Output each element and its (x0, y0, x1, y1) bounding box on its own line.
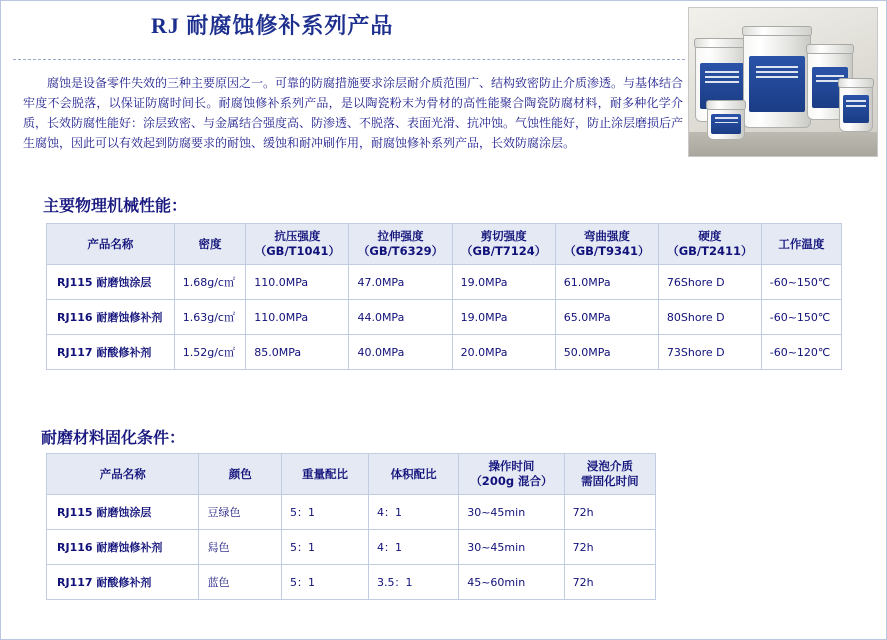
properties-table (46, 223, 842, 370)
divider (13, 59, 685, 60)
cell-color: 蓝色 (199, 565, 282, 600)
cell-temperature: -60~150℃ (761, 265, 841, 300)
cell-flexural: 61.0MPa (555, 265, 658, 300)
cell-shear: 19.0MPa (452, 300, 555, 335)
cell-cure-time: 72h (564, 530, 655, 565)
cell-product-name: RJ117 耐酸修补剂 (47, 335, 175, 370)
cell-color: 舄色 (199, 530, 282, 565)
column-header: 拉伸强度 （GB/T6329） (349, 224, 452, 265)
column-header: 产品名称 (47, 224, 175, 265)
cell-product-name: RJ115 耐磨蚀涂层 (47, 265, 175, 300)
table-row (47, 530, 656, 565)
cell-volume-ratio: 3.5：1 (369, 565, 459, 600)
intro-paragraph: 腐蚀是设备零件失效的三种主要原因之一。可靠的防腐措施要求涂层耐介质范围广、结构致密防止介质渗透。与基体结合牢度不会脱落，以保证防腐时间长。耐腐蚀修补系列产品，是以陶瓷粉末为骨材的高性能聚合陶瓷防腐材料，耐多种化学介质，长效防腐性能好：涂层致密、与金属结合强度高、防渗透、不脱落、表面光滑、抗冲蚀。气蚀性能好，防止涂层磨损后产生腐蚀，因此可以有效起到防腐要求的耐蚀、缓蚀和耐冲刷作用，耐腐蚀修补系列产品，长效防腐涂层。 (23, 76, 684, 150)
cell-temperature: -60~150℃ (761, 300, 841, 335)
cell-working-time: 45~60min (459, 565, 564, 600)
cell-color: 豆绿色 (199, 495, 282, 530)
page-title: RJ 耐腐蚀修补系列产品 (151, 13, 394, 38)
table-row (47, 565, 656, 600)
column-header: 硬度 （GB/T2411） (658, 224, 761, 265)
table-row (47, 265, 842, 300)
cell-cure-time: 72h (564, 495, 655, 530)
column-header: 剪切强度 （GB/T7124） (452, 224, 555, 265)
column-header: 弯曲强度 （GB/T9341） (555, 224, 658, 265)
cell-shear: 19.0MPa (452, 265, 555, 300)
product-bucket (839, 82, 873, 132)
curing-conditions-table (46, 453, 656, 600)
cell-hardness: 80Shore D (658, 300, 761, 335)
cell-density: 1.63g/c㎡ (174, 300, 246, 335)
cell-temperature: -60~120℃ (761, 335, 841, 370)
table-header-row (47, 454, 656, 495)
column-header: 重量配比 (282, 454, 369, 495)
cell-product-name: RJ115 耐磨蚀涂层 (47, 495, 199, 530)
cell-flexural: 65.0MPa (555, 300, 658, 335)
cell-weight-ratio: 5：1 (282, 495, 369, 530)
cell-compressive: 110.0MPa (246, 300, 349, 335)
section-title-curing: 耐磨材料固化条件： (41, 428, 186, 447)
cell-hardness: 76Shore D (658, 265, 761, 300)
cell-compressive: 110.0MPa (246, 265, 349, 300)
cell-working-time: 30~45min (459, 495, 564, 530)
column-header: 工作温度 (761, 224, 841, 265)
cell-volume-ratio: 4：1 (369, 530, 459, 565)
column-header: 产品名称 (47, 454, 199, 495)
column-header: 密度 (174, 224, 246, 265)
cell-product-name: RJ117 耐酸修补剂 (47, 565, 199, 600)
cell-weight-ratio: 5：1 (282, 565, 369, 600)
document-header (1, 1, 886, 166)
cell-cure-time: 72h (564, 565, 655, 600)
cell-working-time: 30~45min (459, 530, 564, 565)
cell-density: 1.68g/c㎡ (174, 265, 246, 300)
product-photo (688, 7, 878, 157)
column-header: 浸泡介质 需固化时间 (564, 454, 655, 495)
cell-tensile: 40.0MPa (349, 335, 452, 370)
table-row (47, 495, 656, 530)
cell-product-name: RJ116 耐磨蚀修补剂 (47, 300, 175, 335)
product-bucket (743, 30, 811, 128)
column-header: 操作时间 （200g 混合） (459, 454, 564, 495)
cell-weight-ratio: 5：1 (282, 530, 369, 565)
table-header-row (47, 224, 842, 265)
section-title-properties: 主要物理机械性能： (43, 196, 188, 215)
cell-hardness: 73Shore D (658, 335, 761, 370)
cell-tensile: 47.0MPa (349, 265, 452, 300)
column-header: 体积配比 (369, 454, 459, 495)
table-row (47, 335, 842, 370)
cell-density: 1.52g/c㎡ (174, 335, 246, 370)
cell-shear: 20.0MPa (452, 335, 555, 370)
table-row (47, 300, 842, 335)
column-header: 抗压强度 （GB/T1041） (246, 224, 349, 265)
column-header: 颜色 (199, 454, 282, 495)
cell-compressive: 85.0MPa (246, 335, 349, 370)
cell-tensile: 44.0MPa (349, 300, 452, 335)
cell-volume-ratio: 4：1 (369, 495, 459, 530)
cell-product-name: RJ116 耐磨蚀修补剂 (47, 530, 199, 565)
product-bucket (707, 104, 745, 140)
cell-flexural: 50.0MPa (555, 335, 658, 370)
